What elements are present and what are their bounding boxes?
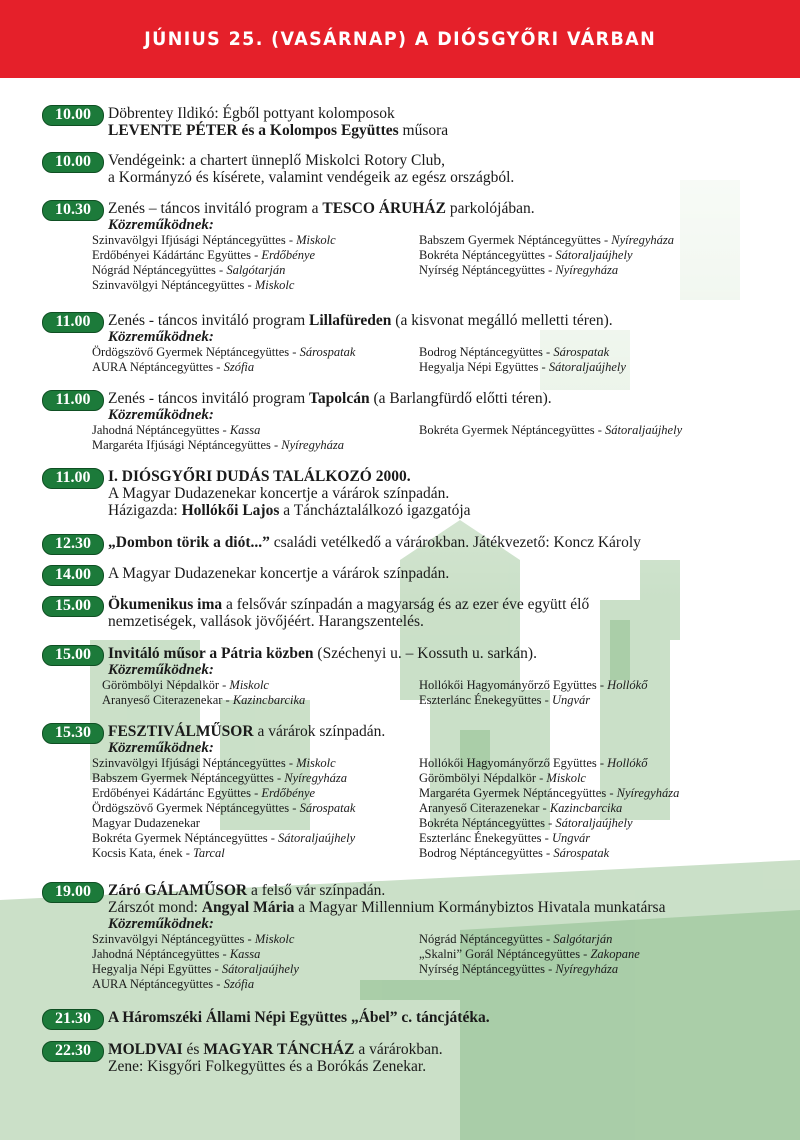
performer-name: Bokréta Gyermek Néptáncegyüttes - [92,831,279,845]
time-badge: 15.00 [42,596,104,617]
performer-name: Görömbölyi Népdalkör - [419,771,547,785]
performer-place: Kassa [229,947,261,961]
performer-place: Szófia [223,360,255,374]
time-badge: 10.00 [42,105,104,126]
event-text: Házigazda: [108,502,182,519]
contributors-label: Közreműködnek: [108,662,214,678]
event-title: „Dombon törik a diót...” [108,534,270,551]
schedule-item [42,882,782,994]
performer-place: Erdőbénye [261,786,316,800]
performer-list [92,345,782,377]
performer-name: „Skalni” Gorál Néptáncegyüttes - [419,947,591,961]
event-text: (a kisvonat megálló melletti téren). [391,312,613,329]
performer-name: Eszterlánc Énekegyüttes - [419,831,552,845]
performer-name: Hegyalja Népi Együttes - [419,360,549,374]
performer-name: Magyar Dudazenekar [92,816,200,830]
performer-name: Szinvavölgyi Néptáncegyüttes - [92,278,255,292]
performer-column-left [102,678,305,708]
contributors-label: Közreműködnek: [108,217,214,233]
performer-place: Sárospatak [299,345,356,359]
event-text: a várárokban. [354,1041,443,1058]
schedule-item [42,1041,782,1075]
schedule-item [42,152,782,186]
performer-column-right [419,678,647,708]
event-text: a Magyar Millennium Kormánybiztos Hivatala munkatársa [294,899,666,916]
schedule-item [42,390,782,455]
schedule-item [42,596,782,630]
performer-place: Salgótarján [553,932,613,946]
performer-place: Sárospatak [299,801,356,815]
event-text: nemzetiségek, vallások jövőjéért. Harangszentelés. [108,613,424,630]
performer-name: Görömbölyi Népdalkör - [102,678,230,692]
venue-name: Tapolcán [309,390,370,407]
time-badge: 10.00 [42,152,104,173]
performer-name: Bokréta Néptáncegyüttes - [419,248,556,262]
event-text: Zárszót mond: [108,899,202,916]
performer-name: LEVENTE PÉTER és a Kolompos Együttes [108,122,399,139]
event-text: családi vetélkedő a várárokban. Játékvezető: Koncz Károly [269,534,641,551]
performer-name: Bokréta Néptáncegyüttes - [419,816,556,830]
event-title: I. DIÓSGYŐRI DUDÁS TALÁLKOZÓ 2000. [108,468,411,485]
event-text: Zenés - táncos invitáló program [108,312,310,329]
performer-name: Babszem Gyermek Néptáncegyüttes - [92,771,285,785]
event-title: A Háromszéki Állami Népi Együttes „Ábel” c. táncjátéka. [108,1009,490,1026]
performer-list [92,756,782,863]
event-title: Invitáló műsor a Pátria közben [108,645,314,662]
performer-place: Nyíregyháza [555,263,619,277]
performer-place: Ungvár [551,831,591,845]
schedule-item [42,468,782,519]
event-text: műsora [398,122,449,139]
event-title: Döbrentey Ildikó: Égből pottyant kolomposok [108,105,395,122]
contributors-label: Közreműködnek: [108,329,214,345]
schedule-item [42,723,782,863]
performer-name: AURA Néptáncegyüttes - [92,977,224,991]
performer-name: Szinvavölgyi Ifjúsági Néptáncegyüttes - [92,756,297,770]
schedule-item [42,105,782,139]
performer-place: Salgótarján [226,263,286,277]
performer-name: Hollókői Hagyományőrző Együttes - [419,678,608,692]
performer-place: Zakopane [590,947,640,961]
performer-name: AURA Néptáncegyüttes - [92,360,224,374]
event-text: parkolójában. [445,200,535,217]
performer-name: Szinvavölgyi Ifjúsági Néptáncegyüttes - [92,233,297,247]
schedule-item [42,534,782,551]
event-text: a várárok színpadán. [253,723,386,740]
performer-place: Kassa [229,423,261,437]
event-title: MAGYAR TÁNCHÁZ [203,1041,355,1058]
schedule-item [42,200,782,295]
performer-name: Bodrog Néptáncegyüttes - [419,846,554,860]
page-title: JÚNIUS 25. (VASÁRNAP) A DIÓSGYŐRI VÁRBAN [144,28,656,50]
performer-place: Sátoraljaújhely [548,360,626,374]
performer-name: Aranyeső Citerazenekar - [102,693,233,707]
performer-name: Jahodná Néptáncegyüttes - [92,423,230,437]
contributors-label: Közreműködnek: [108,740,214,756]
performer-place: Szófia [223,977,255,991]
performer-place: Nyíregyháza [281,438,345,452]
performer-place: Kazincbarcika [232,693,306,707]
time-badge: 15.30 [42,723,104,744]
performer-list [92,423,782,455]
performer-place: Tarcal [193,846,225,860]
performer-column-left [92,756,355,861]
performer-list [92,678,782,710]
performer-name: Margaréta Ifjúsági Néptáncegyüttes - [92,438,282,452]
time-badge: 10.30 [42,200,104,221]
event-text: a Táncháztalálkozó igazgatója [279,502,471,519]
performer-name: Hollókői Hagyományőrző Együttes - [419,756,608,770]
contributors-label: Közreműködnek: [108,916,214,932]
event-text: a felső vár színpadán. [247,882,386,899]
time-badge: 11.00 [42,390,104,411]
event-text: és [182,1041,204,1058]
performer-place: Hollókő [607,678,648,692]
performer-column-left [92,345,355,375]
performer-name: Bodrog Néptáncegyüttes - [419,345,554,359]
performer-place: Nyíregyháza [611,233,675,247]
event-text: a felsővár színpadán a magyarság és az ezer éve együtt élő [222,596,590,613]
performer-name: Szinvavölgyi Néptáncegyüttes - [92,932,255,946]
venue-name: Lillafüreden [309,312,392,329]
event-title: MOLDVAI [108,1041,183,1058]
event-text: Vendégeink: a chartert ünneplő Miskolci Rotory Club, [108,152,446,169]
venue-name: TESCO ÁRUHÁZ [322,200,446,217]
performer-list [92,932,782,994]
performer-column-right [419,345,626,375]
event-text: Zenés – táncos invitáló program a [108,200,323,217]
performer-column-left [92,233,336,293]
performer-place: Miskolc [296,233,336,247]
performer-name: Eszterlánc Énekegyüttes - [419,693,552,707]
performer-name: Bokréta Gyermek Néptáncegyüttes - [419,423,606,437]
performer-name: Aranyeső Citerazenekar - [419,801,550,815]
performer-place: Nyíregyháza [616,786,680,800]
time-badge: 15.00 [42,645,104,666]
time-badge: 14.00 [42,565,104,586]
performer-name: Ördögszövő Gyermek Néptáncegyüttes - [92,345,300,359]
performer-place: Erdőbénye [261,248,316,262]
performer-place: Miskolc [546,771,586,785]
performer-place: Sátoraljaújhely [278,831,356,845]
performer-column-right [419,932,640,977]
performer-column-left [92,932,299,992]
performer-place: Miskolc [229,678,269,692]
event-text: Zene: Kisgyőri Folkegyüttes és a Borókás Zenekar. [108,1058,427,1075]
schedule-item [42,565,782,582]
speaker-name: Angyal Mária [201,899,295,916]
event-text: a Kormányzó és kísérete, valamint vendégeik az egész országból. [108,169,515,186]
contributors-label: Közreműködnek: [108,407,214,423]
performer-place: Miskolc [254,278,295,292]
performer-place: Hollókő [607,756,648,770]
performer-place: Sátoraljaújhely [605,423,683,437]
performer-name: Nyírség Néptáncegyüttes - [419,263,556,277]
event-text: (a Barlangfürdő előtti téren). [369,390,552,407]
performer-place: Kazincbarcika [549,801,623,815]
performer-name: Kocsis Kata, ének - [92,846,194,860]
time-badge: 11.00 [42,468,104,489]
performer-name: Jahodná Néptáncegyüttes - [92,947,230,961]
performer-column-right [419,423,682,438]
performer-name: Margaréta Gyermek Néptáncegyüttes - [419,786,617,800]
performer-name: Hegyalja Népi Együttes - [92,962,222,976]
performer-column-right [419,233,674,278]
performer-place: Sátoraljaújhely [221,962,299,976]
event-title: FESZTIVÁLMŰSOR [108,723,254,740]
event-text: A Magyar Dudazenekar koncertje a várárok színpadán. [108,565,450,582]
time-badge: 11.00 [42,312,104,333]
time-badge: 19.00 [42,882,104,903]
performer-column-left [92,423,344,453]
time-badge: 22.30 [42,1041,104,1062]
event-text: A Magyar Dudazenekar koncertje a várárok színpadán. [108,485,450,502]
performer-place: Nyíregyháza [284,771,348,785]
performer-place: Sátoraljaújhely [555,248,633,262]
performer-place: Sárospatak [553,345,610,359]
schedule-item [42,645,782,710]
event-text: (Széchenyi u. – Kossuth u. sarkán). [313,645,537,662]
performer-name: Erdőbényei Kádártánc Együttes - [92,786,262,800]
performer-place: Sárospatak [553,846,610,860]
time-badge: 12.30 [42,534,104,555]
time-badge: 21.30 [42,1009,104,1030]
performer-place: Ungvár [551,693,591,707]
host-name: Hollókői Lajos [181,502,280,519]
event-title: Záró GÁLAMŰSOR [108,882,248,899]
performer-name: Nógrád Néptáncegyüttes - [419,932,554,946]
event-text: Zenés - táncos invitáló program [108,390,310,407]
performer-place: Miskolc [296,756,336,770]
performer-column-right [419,756,679,861]
performer-name: Babszem Gyermek Néptáncegyüttes - [419,233,612,247]
schedule-item [42,312,782,377]
performer-name: Nyírség Néptáncegyüttes - [419,962,556,976]
performer-place: Nyíregyháza [555,962,619,976]
schedule-item [42,1009,782,1026]
performer-name: Erdőbényei Kádártánc Együttes - [92,248,262,262]
performer-list [92,233,782,295]
performer-name: Nógrád Néptáncegyüttes - [92,263,227,277]
performer-place: Sátoraljaújhely [555,816,633,830]
performer-place: Miskolc [254,932,295,946]
performer-name: Ördögszövő Gyermek Néptáncegyüttes - [92,801,300,815]
event-title: Ökumenikus ima [108,596,223,613]
